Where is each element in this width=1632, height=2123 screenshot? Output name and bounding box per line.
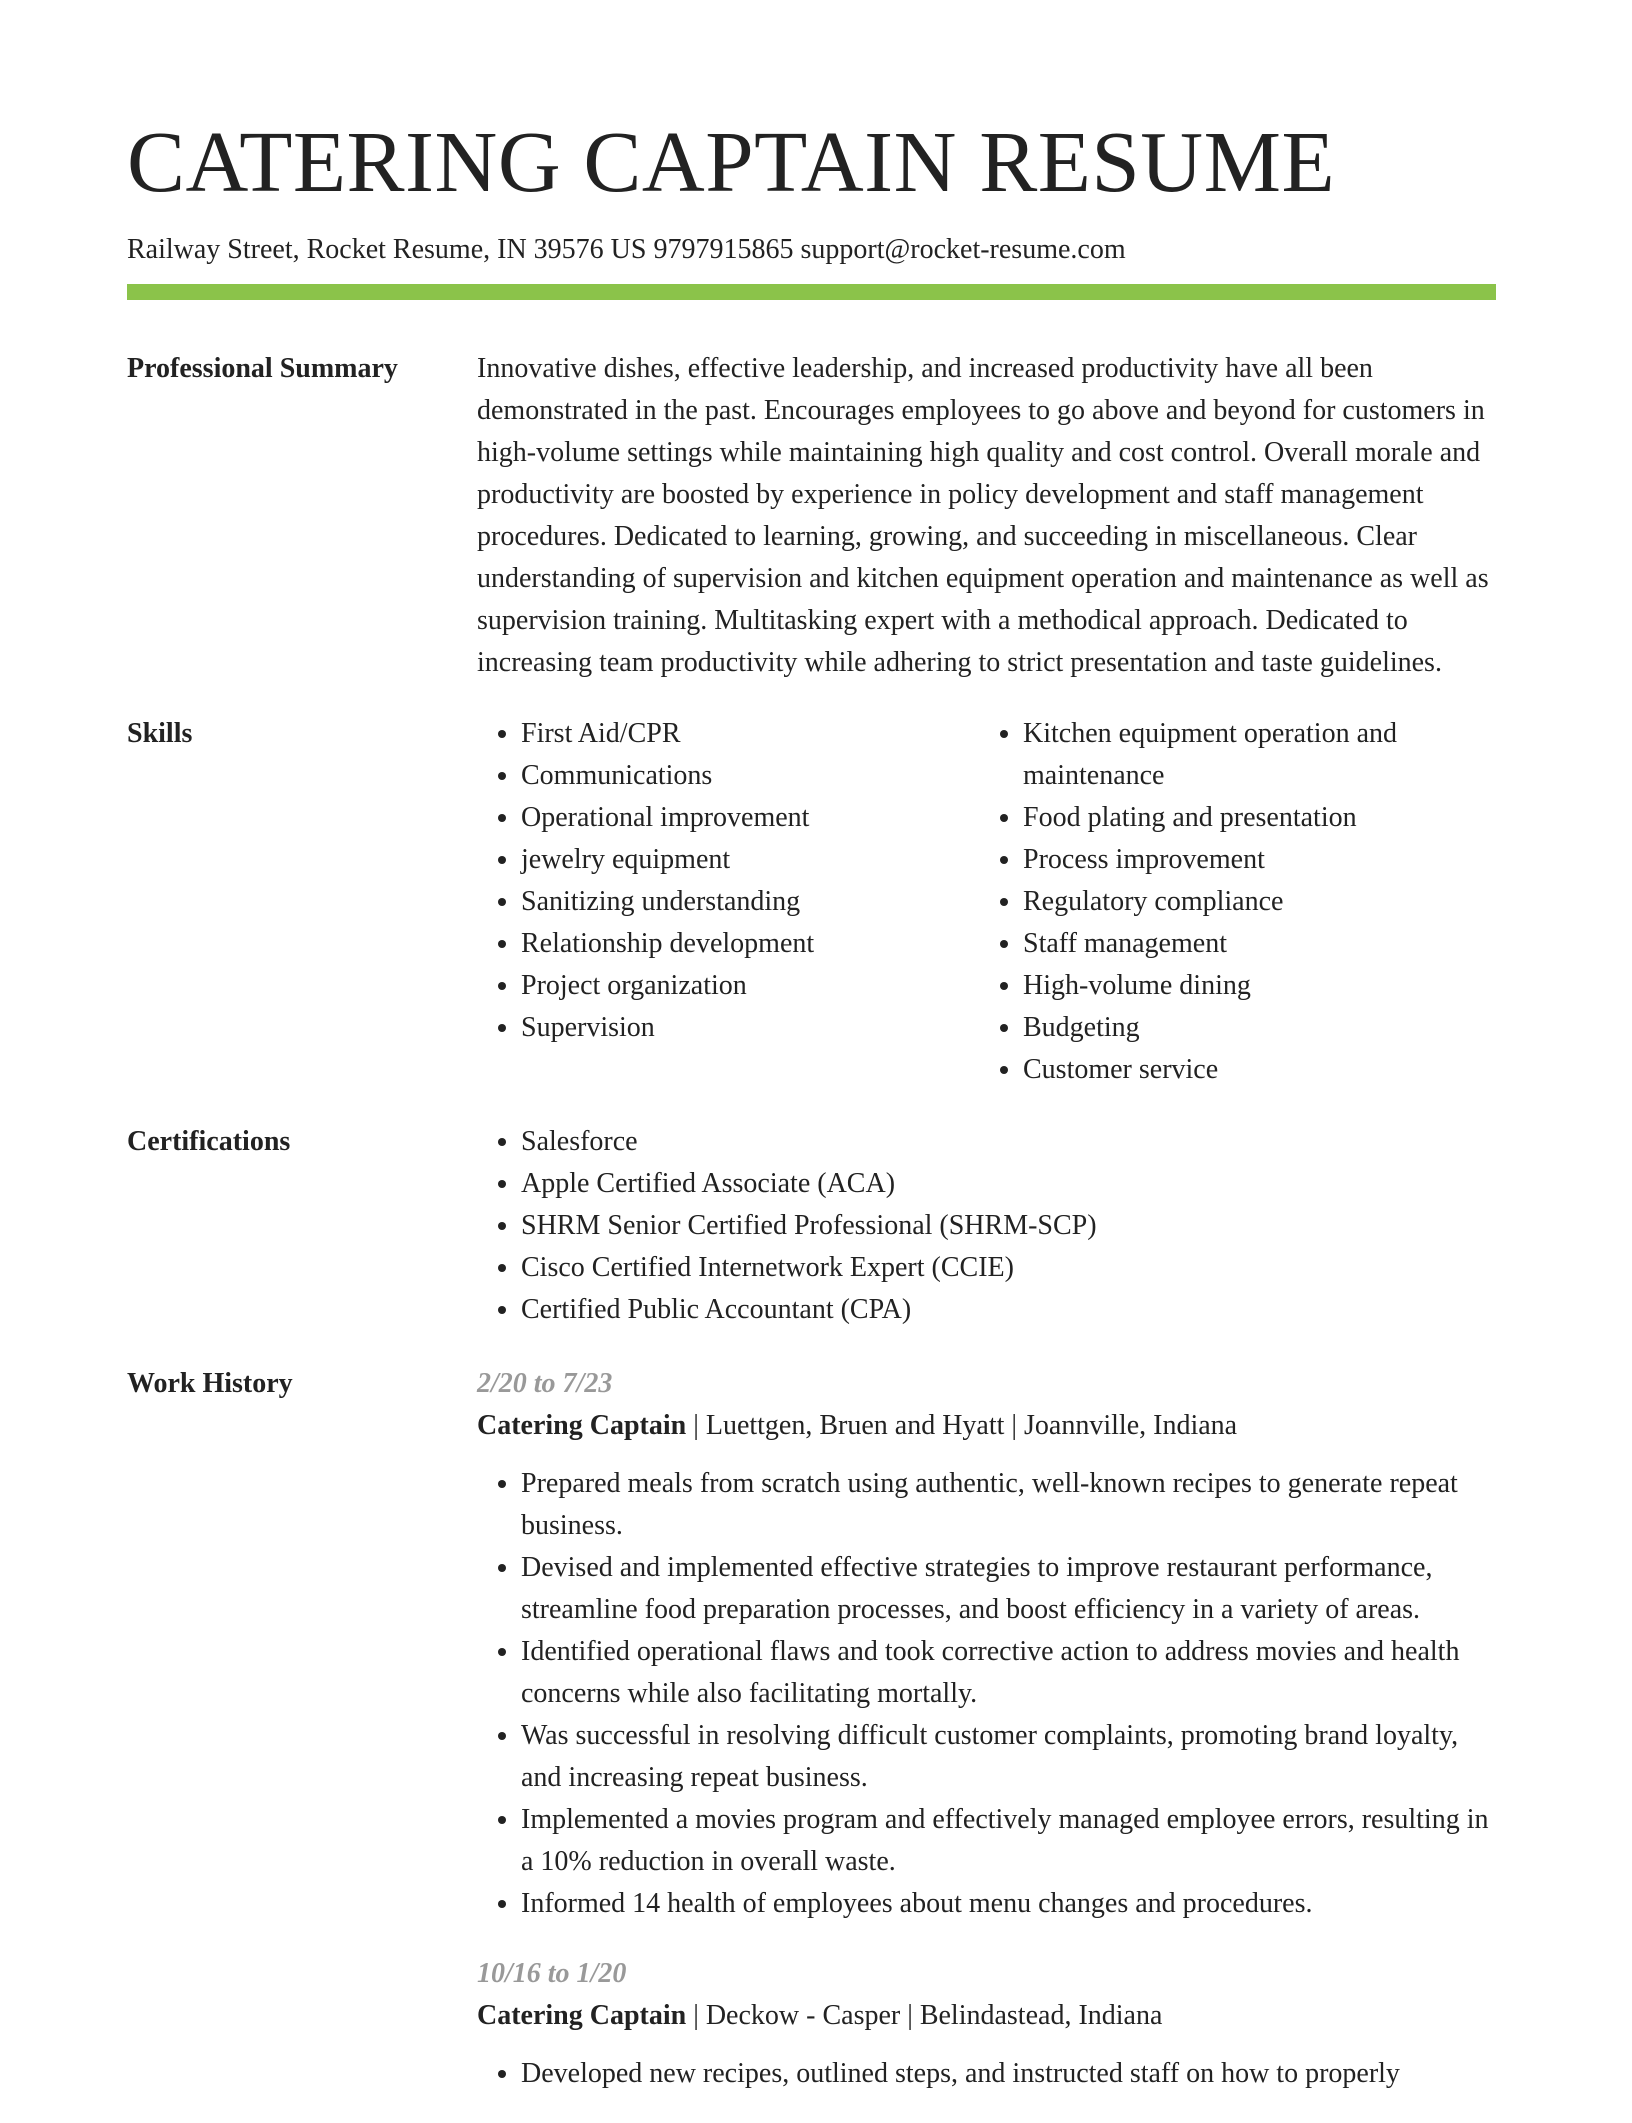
skills-column-left: [477, 713, 979, 1091]
job-details: | Luettgen, Bruen and Hyatt | Joannville, Indiana: [686, 1410, 1238, 1441]
skill-item: • Project organization: [521, 965, 979, 1007]
certifications-label: Certifications: [127, 1126, 291, 1157]
resume-title: CATERING CAPTAIN RESUME: [127, 113, 1336, 210]
skill-item: • Kitchen equipment operation and maintenance: [1023, 713, 1481, 797]
job-title-line: [477, 1995, 1496, 2037]
work-history-body: [477, 1363, 1496, 2123]
skill-item: • Relationship development: [521, 923, 979, 965]
skill-item: • Process improvement: [1023, 839, 1481, 881]
job-bullet: • Was successful in resolving difficult customer complaints, promoting brand loyalty, and increasing repeat business.: [521, 1715, 1496, 1799]
skill-item: • Regulatory compliance: [1023, 881, 1481, 923]
job-entry: [477, 1363, 1496, 1925]
job-title-line: [477, 1405, 1496, 1447]
skill-item: • High-volume dining: [1023, 965, 1481, 1007]
certification-item: • Certified Public Accountant (CPA): [521, 1289, 1496, 1331]
job-dates: 10/16 to 1/20: [477, 1958, 627, 1989]
summary-text: Innovative dishes, effective leadership, and increased productivity have all been demonstrated in the past. Encourages employees to go above and beyond for customers in high-volume settings while maintaining high quality and cost control. Overall morale and productivity are boosted by experience in policy development and staff management procedures. Dedicated to learning, growing, and succeeding in miscellaneous. Clear understanding of supervision and kitchen equipment operation and maintenance as well as supervision training. Multitasking expert with a methodical approach. Dedicated to increasing team productivity while adhering to strict presentation and taste guidelines.: [477, 353, 1489, 678]
skill-item: • Operational improvement: [521, 797, 979, 839]
skills-body: [477, 713, 1496, 1091]
work-history-label: Work History: [127, 1368, 293, 1399]
job-bullet: • Prepared meals from scratch using authentic, well-known recipes to generate repeat business.: [521, 1463, 1496, 1547]
certification-item: • SHRM Senior Certified Professional (SHRM-SCP): [521, 1205, 1496, 1247]
accent-divider: [127, 284, 1496, 300]
certification-item: • Cisco Certified Internetwork Expert (CCIE): [521, 1247, 1496, 1289]
job-title: Catering Captain: [477, 2000, 687, 2031]
certification-item: • Salesforce: [521, 1121, 1496, 1163]
job-dates: 2/20 to 7/23: [477, 1368, 613, 1399]
job-entry: [477, 1953, 1496, 2095]
skill-item: • Communications: [521, 755, 979, 797]
skill-item: • First Aid/CPR: [521, 713, 979, 755]
skills-column-right: [979, 713, 1481, 1091]
skill-item: • Sanitizing understanding: [521, 881, 979, 923]
skill-item: • Budgeting: [1023, 1007, 1481, 1049]
job-title: Catering Captain: [477, 1410, 687, 1441]
certifications-body: [477, 1121, 1496, 1331]
job-bullet: • Implemented a movies program and effectively managed employee errors, resulting in a 10% reduction in overall waste.: [521, 1799, 1496, 1883]
skills-label: Skills: [127, 718, 193, 749]
job-details: | Deckow - Casper | Belindastead, Indiana: [686, 2000, 1163, 2031]
skill-item: • jewelry equipment: [521, 839, 979, 881]
summary-body: [477, 348, 1496, 684]
skill-item: • Staff management: [1023, 923, 1481, 965]
job-bullet: • Devised and implemented effective strategies to improve restaurant performance, streamline food preparation processes, and boost efficiency in a variety of areas.: [521, 1547, 1496, 1631]
job-bullet: • Informed 14 health of employees about menu changes and procedures.: [521, 1883, 1496, 1925]
skill-item: • Supervision: [521, 1007, 979, 1049]
certification-item: • Apple Certified Associate (ACA): [521, 1163, 1496, 1205]
contact-line: Railway Street, Rocket Resume, IN 39576 US 9797915865 support@rocket-resume.com: [127, 234, 1126, 265]
skill-item: • Customer service: [1023, 1049, 1481, 1091]
summary-label: Professional Summary: [127, 353, 398, 384]
skill-item: • Food plating and presentation: [1023, 797, 1481, 839]
job-bullet: • Developed new recipes, outlined steps, and instructed staff on how to properly: [521, 2053, 1496, 2095]
job-bullet: • Identified operational flaws and took corrective action to address movies and health concerns while also facilitating mortally.: [521, 1631, 1496, 1715]
